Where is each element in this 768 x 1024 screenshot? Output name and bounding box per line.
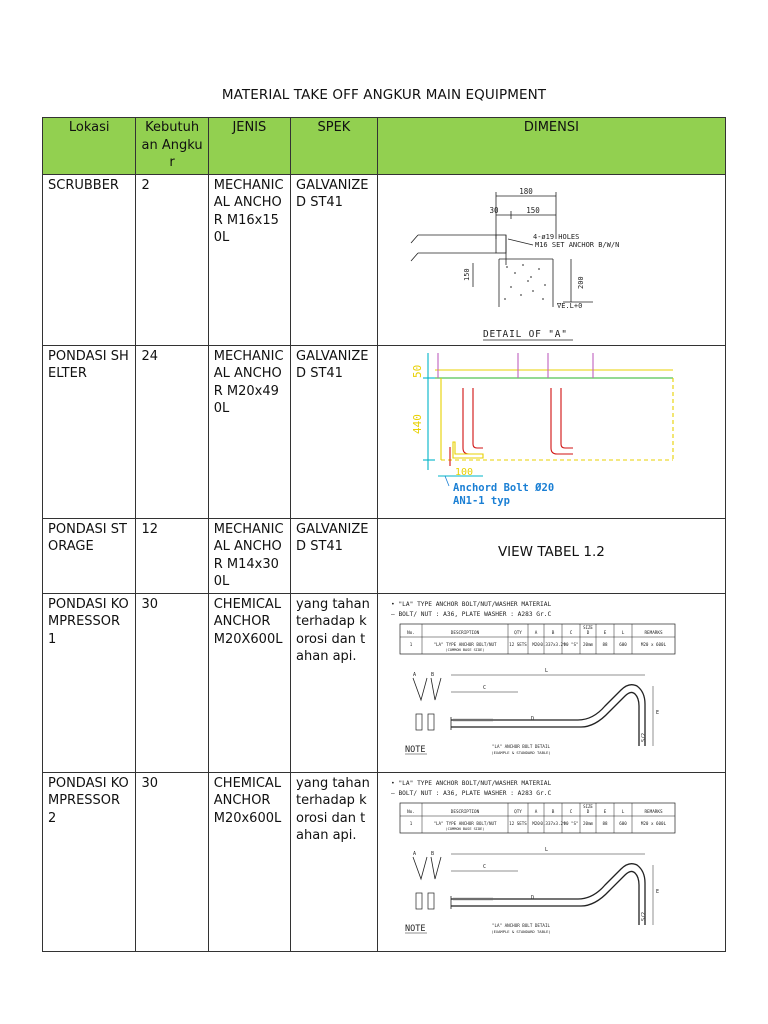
header-lokasi: Lokasi	[43, 118, 136, 175]
cell-kebutuhan: 2	[136, 174, 208, 345]
letter-b: B	[430, 671, 434, 678]
spec-table-header: L	[621, 630, 625, 636]
cell-dimensi-text	[377, 518, 725, 593]
table-row	[43, 345, 726, 518]
spec-table-header: D	[586, 809, 590, 815]
washer-sketch	[413, 678, 427, 700]
anchord-bolt-drawing	[383, 348, 695, 516]
dim-vertical-150: 150	[462, 267, 471, 281]
spec-table-cell: 0.337x3.2t	[540, 820, 566, 826]
note-holes: 4-ø19 HOLES	[532, 232, 580, 241]
dim-half: S/2	[640, 732, 647, 742]
material-takeoff-table	[42, 117, 726, 952]
cell-jenis: MECHANICAL ANCHOR M16x150L	[208, 174, 290, 345]
spec-table-header: C	[569, 630, 573, 636]
anchord-bolt-label: Anchord Bolt Ø20	[452, 481, 554, 494]
spec-table-cell: 0.337x3.2t	[540, 641, 566, 647]
letter-d: D	[530, 894, 534, 901]
letter-c: C	[482, 684, 486, 691]
cell-lokasi: SCRUBBER	[43, 174, 136, 345]
cell-spek: GALVANIZED ST41	[291, 174, 378, 345]
dim-depth-200: 200	[576, 275, 585, 289]
letter-l: L	[544, 846, 548, 853]
cell-spek: GALVANIZED ST41	[291, 345, 378, 518]
nut-right	[428, 714, 434, 730]
spec-size-header: SIZE	[582, 803, 593, 809]
nut-left	[416, 714, 422, 730]
cell-dimensi-drawing	[377, 345, 725, 518]
spec-table-header: B	[551, 809, 555, 815]
cell-kebutuhan: 30	[136, 593, 208, 772]
header-spek: SPEK	[291, 118, 378, 175]
spec-row-sub: (COMMON BASE SIDE)	[445, 826, 485, 831]
spec-table-cell: 600	[619, 820, 627, 826]
header-dimensi: DIMENSI	[377, 118, 725, 175]
cell-dimensi-drawing	[377, 772, 725, 951]
la-anchor-drawing	[383, 596, 695, 770]
letter-e: E	[655, 709, 659, 716]
spec-table-cell: M20	[532, 820, 540, 826]
cell-spek: yang tahan terhadap korosi dan tahan api.	[291, 772, 378, 951]
note-label: NOTE	[404, 923, 426, 934]
spec-table-header: No.	[406, 809, 415, 815]
dim-30: 30	[489, 205, 499, 215]
cell-jenis: MECHANICAL ANCHOR M20x490L	[208, 345, 290, 518]
cell-lokasi: PONDASI KOMPRESSOR 1	[43, 593, 136, 772]
letter-l: L	[544, 667, 548, 674]
cell-lokasi: PONDASI STORAGE	[43, 518, 136, 593]
spec-table-cell: 12 SETS	[508, 820, 527, 826]
cell-lokasi: PONDASI SHELTER	[43, 345, 136, 518]
spec-table-frame	[400, 803, 675, 833]
spec-table-cell: 90 "S"	[563, 641, 579, 647]
la-caption-2: (EXAMPLE & STANDARD TABLE)	[491, 749, 551, 755]
note-anchor: M16 SET ANCHOR B/W/N	[534, 240, 620, 249]
letter-d: D	[530, 715, 534, 722]
table-row	[43, 593, 726, 772]
spec-table-header: REMARKS	[644, 630, 663, 636]
la-caption-2: (EXAMPLE & STANDARD TABLE)	[491, 928, 551, 934]
cell-kebutuhan: 30	[136, 772, 208, 951]
spec-table-frame	[400, 624, 675, 654]
la-heading: • "LA" TYPE ANCHOR BOLT/NUT/WASHER MATERIAL	[390, 600, 551, 608]
letter-a: A	[412, 671, 416, 678]
la-caption-1: "LA" ANCHOR BOLT DETAIL	[491, 743, 550, 749]
header-row	[43, 118, 726, 175]
spec-table-cell: 88	[602, 820, 608, 826]
nut-left	[416, 893, 422, 909]
table-row	[43, 772, 726, 951]
nut-right	[428, 893, 434, 909]
bolt-outline-outer	[451, 863, 645, 924]
letter-e: E	[655, 888, 659, 895]
spec-table-header: C	[569, 809, 573, 815]
cell-spek: yang tahan terhadap korosi dan tahan api.	[291, 593, 378, 772]
spec-table-cell: 20mm	[582, 641, 593, 647]
cell-kebutuhan: 24	[136, 345, 208, 518]
spec-table-header: No.	[406, 630, 415, 636]
view-tabel-reference: VIEW TABEL 1.2	[497, 543, 605, 560]
bolt-outline-outer	[451, 684, 645, 745]
elevation-mark: ∇E.L+0	[556, 301, 583, 310]
dim-50: 50	[410, 364, 424, 378]
header-jenis: JENIS	[208, 118, 290, 175]
cell-dimensi-drawing	[377, 593, 725, 772]
letter-a: A	[412, 850, 416, 857]
la-caption-1: "LA" ANCHOR BOLT DETAIL	[491, 922, 550, 928]
la-subheading: – BOLT/ NUT : A36, PLATE WASHER : A283 Gr.C	[390, 789, 551, 797]
cell-lokasi: PONDASI KOMPRESSOR 2	[43, 772, 136, 951]
table-row	[43, 174, 726, 345]
dim-half: S/2	[640, 911, 647, 921]
dim-100: 100	[454, 466, 473, 478]
dim-180: 180	[519, 186, 533, 196]
washer-sketch	[413, 857, 427, 879]
spec-table-header: A	[534, 809, 538, 815]
note-label: NOTE	[404, 744, 426, 755]
la-heading: • "LA" TYPE ANCHOR BOLT/NUT/WASHER MATERIAL	[390, 779, 551, 787]
spec-table-header: D	[586, 630, 590, 636]
spec-table-header: DESCRIPTION	[450, 630, 480, 636]
spec-table-header: REMARKS	[644, 809, 663, 815]
spec-table-cell: M20 x 600L	[640, 820, 666, 826]
spec-table-cell: 20mm	[582, 820, 593, 826]
spec-table-header: QTY	[513, 630, 522, 636]
detail-a-drawing	[383, 177, 695, 343]
spec-table-cell: 1	[409, 820, 413, 826]
spec-table-header: DESCRIPTION	[450, 809, 480, 815]
spec-table-cell: 1	[409, 641, 413, 647]
cell-spek: GALVANIZED ST41	[291, 518, 378, 593]
cell-jenis: CHEMICAL ANCHOR M20X600L	[208, 593, 290, 772]
dim-440: 440	[410, 413, 424, 434]
spec-size-header: SIZE	[582, 624, 593, 630]
detail-a-caption: DETAIL OF "A"	[482, 328, 568, 340]
spec-table-header: B	[551, 630, 555, 636]
cell-jenis: MECHANICAL ANCHOR M14x300L	[208, 518, 290, 593]
spec-table-header: A	[534, 630, 538, 636]
dim-150: 150	[526, 205, 540, 215]
spec-table-header: E	[603, 809, 607, 815]
spec-table-header: L	[621, 809, 625, 815]
cell-dimensi-drawing	[377, 174, 725, 345]
spec-table-cell: 12 SETS	[508, 641, 527, 647]
nut-sketch	[431, 857, 441, 879]
nut-sketch	[431, 678, 441, 700]
document-title: MATERIAL TAKE OFF ANGKUR MAIN EQUIPMENT	[221, 87, 547, 103]
table-row	[43, 518, 726, 593]
cell-kebutuhan: 12	[136, 518, 208, 593]
spec-table-header: QTY	[513, 809, 522, 815]
cell-jenis: CHEMICAL ANCHOR M20x600L	[208, 772, 290, 951]
spec-table-cell: 88	[602, 641, 608, 647]
spec-table-cell: "LA" TYPE ANCHOR BOLT/NUT	[433, 641, 497, 647]
spec-table-cell: M20	[532, 641, 540, 647]
letter-b: B	[430, 850, 434, 857]
la-subheading: – BOLT/ NUT : A36, PLATE WASHER : A283 Gr.C	[390, 610, 551, 618]
letter-c: C	[482, 863, 486, 870]
spec-table-cell: "LA" TYPE ANCHOR BOLT/NUT	[433, 820, 497, 826]
la-anchor-drawing	[383, 775, 695, 949]
anchord-bolt-type: AN1-1 typ	[452, 494, 510, 507]
spec-table-header: E	[603, 630, 607, 636]
spec-table-cell: M20 x 600L	[640, 641, 666, 647]
spec-row-sub: (COMMON BASE SIDE)	[445, 647, 485, 652]
header-kebutuhan-angkur: Kebutuh an Angkur	[136, 118, 208, 175]
spec-table-cell: 600	[619, 641, 627, 647]
spec-table-cell: 90 "S"	[563, 820, 579, 826]
